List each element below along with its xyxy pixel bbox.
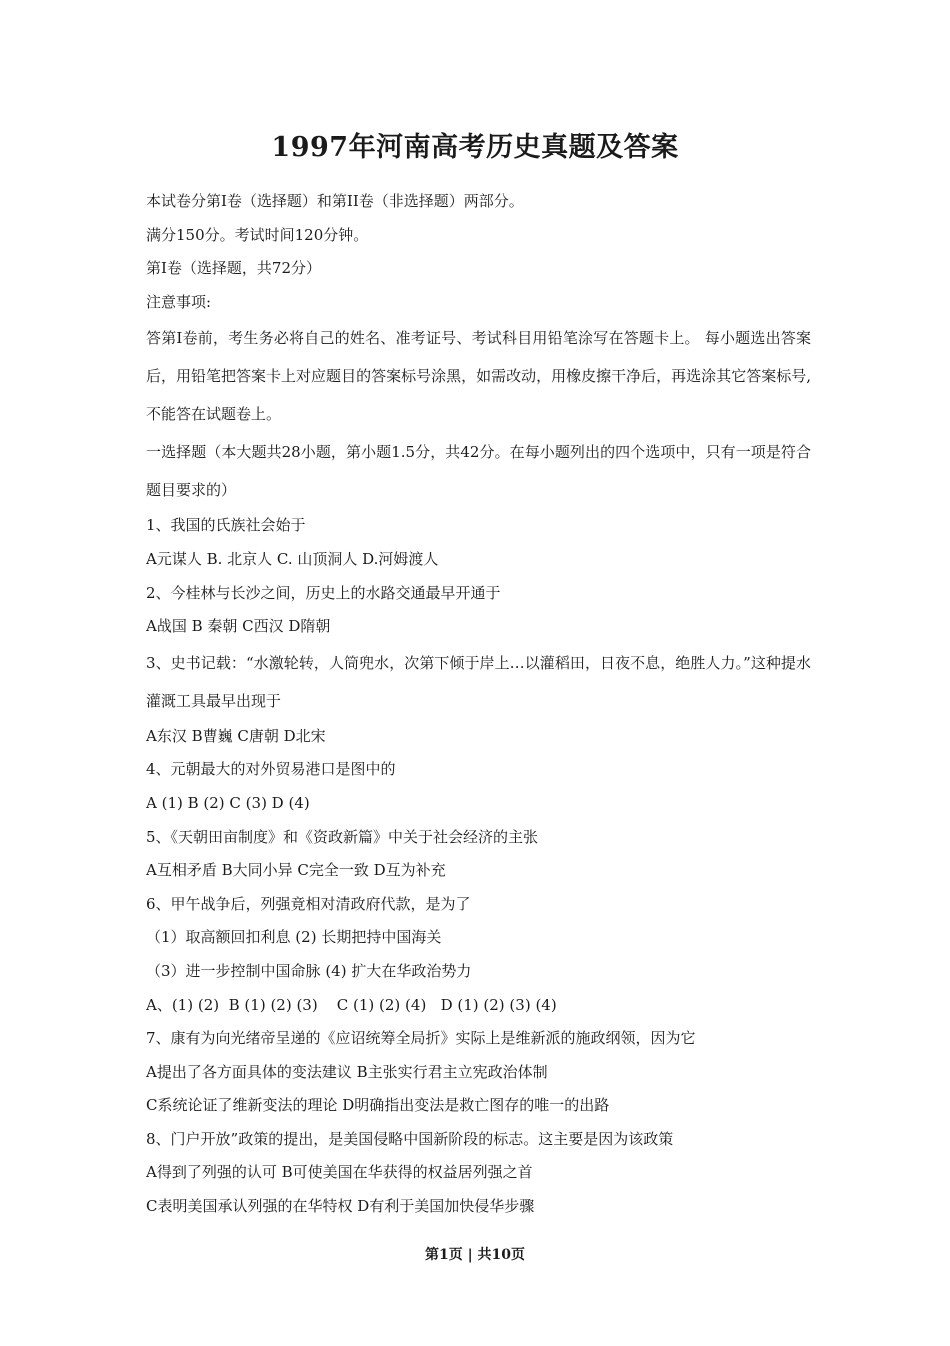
question-8-options-2: C表明美国承认列强的在华特权 D有利于美国加快侵华步骤 xyxy=(146,1197,535,1216)
question-6-item-1: （1）取高额回扣利息 (2) 长期把持中国海关 xyxy=(146,928,442,947)
question-4: 4、元朝最大的对外贸易港口是图中的 xyxy=(146,760,396,779)
question-3: 3、史书记载：“水激轮转，人筒兜水，次第下倾于岸上…以灌稻田，日夜不息，绝胜人力。”这种提水灌溉工具最早出现于 xyxy=(146,653,811,710)
question-4-options: A (1) B (2) C (3) D (4) xyxy=(146,793,310,812)
section-heading: 一选择题（本大题共28小题，第小题1.5分，共42分。在每小题列出的四个选项中，只有一项是符合题目要求的） xyxy=(146,443,811,500)
intro-part-one: 第Ⅰ卷（选择题，共72分） xyxy=(146,259,322,278)
question-6-options: A、(1) (2) B (1) (2) (3) C (1) (2) (4) D (1) (2) (3) (4) xyxy=(146,995,557,1014)
question-7-options-1: A提出了各方面具体的变法建议 B主张实行君主立宪政治体制 xyxy=(146,1062,548,1081)
question-7: 7、康有为向光绪帝呈递的《应诏统筹全局折》实际上是维新派的施政纲领，因为它 xyxy=(146,1029,696,1048)
document-title: 1997年河南高考历史真题及答案 xyxy=(271,132,679,163)
question-1-options: A元谋人 B. 北京人 C. 山顶洞人 D.河姆渡人 xyxy=(146,549,439,568)
intro-notice-heading: 注意事项: xyxy=(146,292,212,311)
question-5-options: A互相矛盾 B大同小异 C完全一致 D互为补充 xyxy=(146,861,446,880)
intro-notice-text: 答第Ⅰ卷前，考生务必将自己的姓名、准考证号、考试科目用铅笔涂写在答题卡上。 每小题选出答案后，用铅笔把答案卡上对应题目的答案标号涂黑，如需改动，用橡皮擦干净后，再选涂其它答案标号,不能答在试题卷上。 xyxy=(146,329,811,424)
question-6-item-2: （3）进一步控制中国命脉 (4) 扩大在华政治势力 xyxy=(146,961,472,980)
question-8-options-1: A得到了列强的认可 B可使美国在华获得的权益居列强之首 xyxy=(146,1163,533,1182)
page-footer: 第1页 | 共10页 xyxy=(424,1247,526,1263)
question-7-options-2: C系统论证了维新变法的理论 D明确指出变法是救亡图存的唯一的出路 xyxy=(146,1096,610,1115)
intro-score-time: 满分150分。考试时间120分钟。 xyxy=(146,225,369,244)
document-body xyxy=(146,185,811,1224)
intro-structure: 本试卷分第Ⅰ卷（选择题）和第II卷（非选择题）两部分。 xyxy=(146,192,524,210)
question-2-options: A战国 B 秦朝 C西汉 D隋朝 xyxy=(146,617,331,636)
question-6: 6、甲午战争后，列强竟相对清政府代款，是为了 xyxy=(146,894,471,913)
question-8: 8、门户开放”政策的提出，是美国侵略中国新阶段的标志。这主要是因为该政策 xyxy=(146,1129,674,1148)
question-3-options: A东汉 B曹巍 C唐朝 D北宋 xyxy=(146,726,326,745)
question-5: 5、《天朝田亩制度》和《资政新篇》中关于社会经济的主张 xyxy=(146,827,539,846)
question-1: 1、我国的氏族社会始于 xyxy=(146,516,306,535)
question-2: 2、今桂林与长沙之间，历史上的水路交通最早开通于 xyxy=(146,583,501,602)
